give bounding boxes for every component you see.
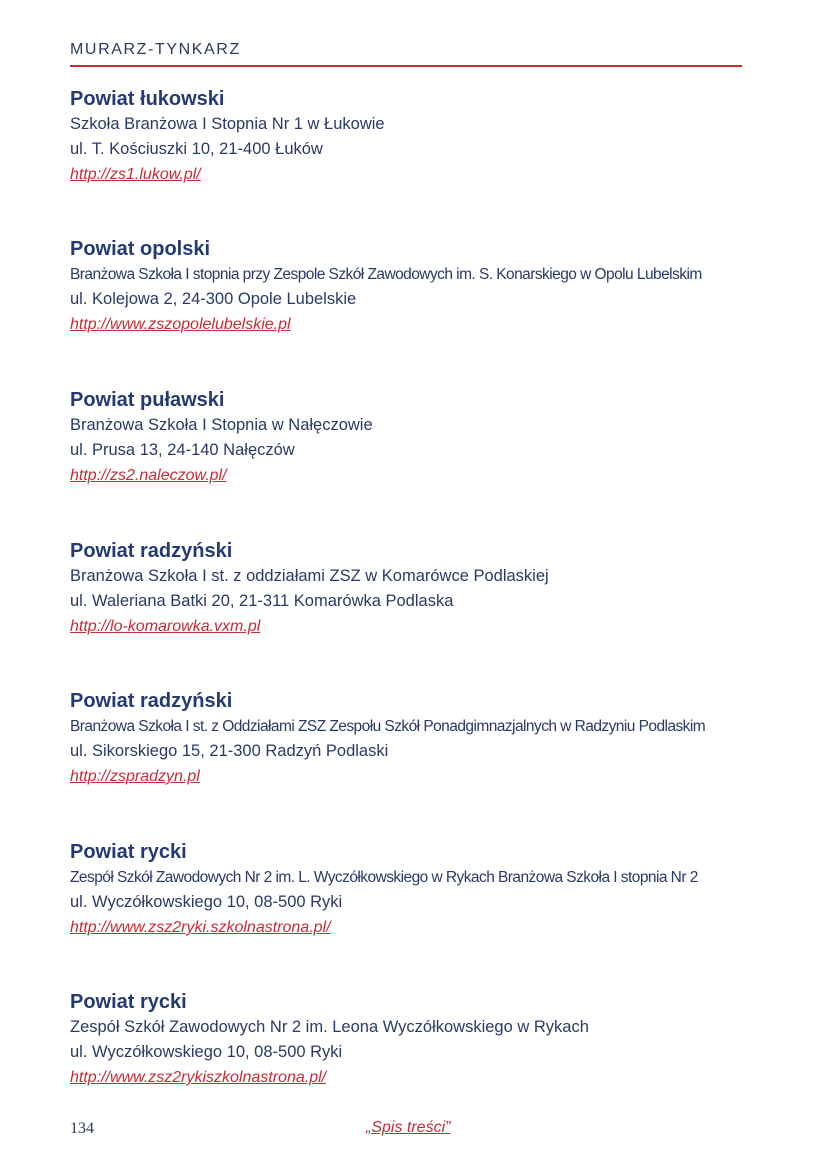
entry-school-name: Branżowa Szkoła I st. z Oddziałami ZSZ Zespołu Szkół Ponadgimnazjalnych w Radzyniu Podlaskim <box>70 718 706 735</box>
entry-school-name: Branżowa Szkoła I Stopnia w Nałęczowie <box>70 416 373 434</box>
entry-title: Powiat opolski <box>70 238 211 260</box>
school-entry <box>70 86 750 187</box>
entry-address: ul. Waleriana Batki 20, 21-311 Komarówka Podlaska <box>70 592 454 610</box>
entry-address: ul. Wyczółkowskiego 10, 08-500 Ryki <box>70 893 343 911</box>
entry-school-name: Branżowa Szkoła I st. z oddziałami ZSZ w Komarówce Podlaskiej <box>70 567 549 585</box>
entry-website-link[interactable]: http://www.zszopolelubelskie.pl <box>70 316 291 333</box>
entry-title: Powiat rycki <box>70 991 187 1013</box>
entry-school-name: Zespół Szkół Zawodowych Nr 2 im. L. Wyczółkowskiego w Rykach Branżowa Szkoła I stopnia Nr 2 <box>70 869 698 886</box>
entry-school-name: Branżowa Szkoła I stopnia przy Zespole Szkół Zawodowych im. S. Konarskiego w Opolu Lubelskim <box>70 266 702 283</box>
entry-title: Powiat radzyński <box>70 690 233 712</box>
entry-address: ul. T. Kościuszki 10, 21-400 Łuków <box>70 140 323 158</box>
entry-title: Powiat łukowski <box>70 88 225 110</box>
entry-website-link[interactable]: http://lo-komarowka.vxm.pl <box>70 618 261 635</box>
entry-title: Powiat puławski <box>70 389 225 411</box>
header-title: MURARZ-TYNKARZ <box>70 41 241 58</box>
school-entry <box>70 387 750 488</box>
entry-address: ul. Prusa 13, 24-140 Nałęczów <box>70 441 295 459</box>
school-entry <box>70 538 750 639</box>
entry-website-link[interactable]: http://zspradzyn.pl <box>70 768 200 785</box>
school-entry <box>70 236 750 337</box>
entry-website-link[interactable]: http://zs1.lukow.pl/ <box>70 166 201 183</box>
table-of-contents-link[interactable]: „Spis treści” <box>366 1119 451 1136</box>
entry-title: Powiat radzyński <box>70 540 233 562</box>
entry-website-link[interactable]: http://zs2.naleczow.pl/ <box>70 467 227 484</box>
school-entry <box>70 839 750 940</box>
entry-address: ul. Kolejowa 2, 24-300 Opole Lubelskie <box>70 290 357 308</box>
entry-school-name: Zespół Szkół Zawodowych Nr 2 im. Leona Wyczółkowskiego w Rykach <box>70 1018 589 1036</box>
school-entry <box>70 989 750 1090</box>
header-divider <box>70 65 742 67</box>
entry-address: ul. Sikorskiego 15, 21-300 Radzyń Podlaski <box>70 742 389 760</box>
page-header <box>70 40 742 67</box>
page-number: 134 <box>70 1120 94 1137</box>
entry-school-name: Szkoła Branżowa I Stopnia Nr 1 w Łukowie <box>70 115 385 133</box>
entry-title: Powiat rycki <box>70 841 187 863</box>
entry-website-link[interactable]: http://www.zsz2rykiszkolnastrona.pl/ <box>70 1069 327 1086</box>
school-entry <box>70 688 750 789</box>
entry-address: ul. Wyczółkowskiego 10, 08-500 Ryki <box>70 1043 343 1061</box>
entry-website-link[interactable]: http://www.zsz2ryki.szkolnastrona.pl/ <box>70 919 331 936</box>
